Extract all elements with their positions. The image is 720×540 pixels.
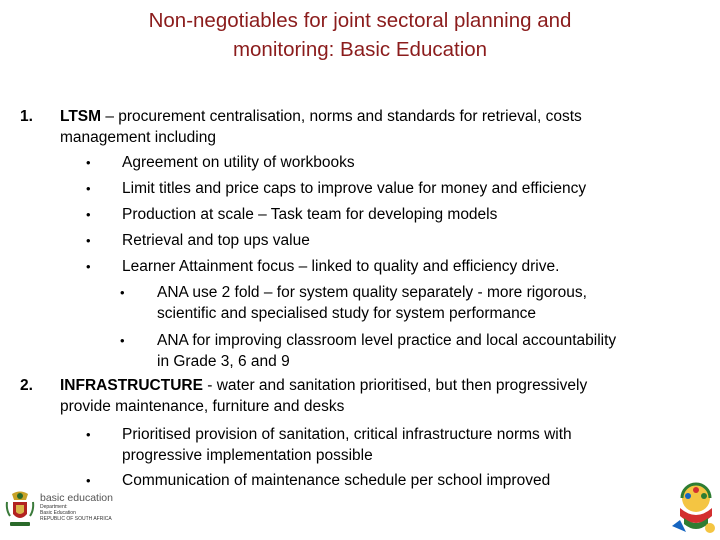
bullet-icon: •: [86, 233, 91, 248]
bullet-text: Limit titles and price caps to improve value for money and efficiency: [122, 180, 587, 197]
brand-block: [40, 492, 113, 522]
item-lead-text: - water and sanitation prioritised, but then progressively: [202, 377, 588, 394]
title-line-2: monitoring: Basic Education: [232, 38, 488, 61]
sub-bullet-text: ANA use 2 fold – for system quality separately - more rigorous,: [157, 284, 587, 301]
brand-sub-2: Basic Education: [40, 510, 76, 516]
item-lead-line2: management including: [60, 129, 216, 146]
bullet-text: Learner Attainment focus – linked to quality and efficiency drive.: [122, 258, 560, 275]
bullet-icon: •: [86, 427, 91, 442]
bullet-text: Communication of maintenance schedule per school improved: [122, 472, 551, 489]
item-lead-text: – procurement centralisation, norms and standards for retrieval, costs: [101, 108, 582, 125]
bullet-icon: •: [86, 259, 91, 274]
sub-bullet-icon: •: [120, 333, 125, 348]
brand-sub-1: Department:: [40, 504, 68, 510]
item-number: 2.: [20, 377, 33, 394]
bullet-icon: •: [86, 155, 91, 170]
bullet-text: Prioritised provision of sanitation, critical infrastructure norms with: [122, 426, 572, 443]
item-number: 1.: [20, 108, 33, 125]
sub-bullet-text: ANA for improving classroom level practice and local accountability: [157, 332, 617, 349]
sub-bullet-text-cont: in Grade 3, 6 and 9: [157, 353, 290, 370]
slide-title: [60, 6, 660, 64]
title-line-1: Non-negotiables for joint sectoral planning and: [148, 9, 572, 32]
bullet-icon: •: [86, 207, 91, 222]
coat-of-arms-icon: [4, 490, 36, 530]
bullet-text: Retrieval and top ups value: [122, 232, 310, 249]
item-lead-line2: provide maintenance, furniture and desks: [60, 398, 345, 415]
anniversary-emblem-icon: [666, 476, 718, 538]
bullet-text-cont: progressive implementation possible: [122, 447, 373, 464]
item-lead-bold: INFRASTRUCTURE: [60, 377, 203, 394]
item-lead: [60, 106, 582, 127]
item-lead-bold: LTSM: [60, 108, 102, 125]
brand-sub-3: REPUBLIC OF SOUTH AFRICA: [40, 516, 112, 522]
bullet-icon: •: [86, 473, 91, 488]
sub-bullet-icon: •: [120, 285, 125, 300]
sub-bullet-text-cont: scientific and specialised study for system performance: [157, 305, 537, 322]
department-logo: [0, 488, 140, 540]
item-lead: [60, 375, 587, 396]
bullet-text: Production at scale – Task team for developing models: [122, 206, 498, 223]
bullet-icon: •: [86, 181, 91, 196]
bullet-text: Agreement on utility of workbooks: [122, 154, 355, 171]
brand-name: basic education: [40, 492, 113, 504]
